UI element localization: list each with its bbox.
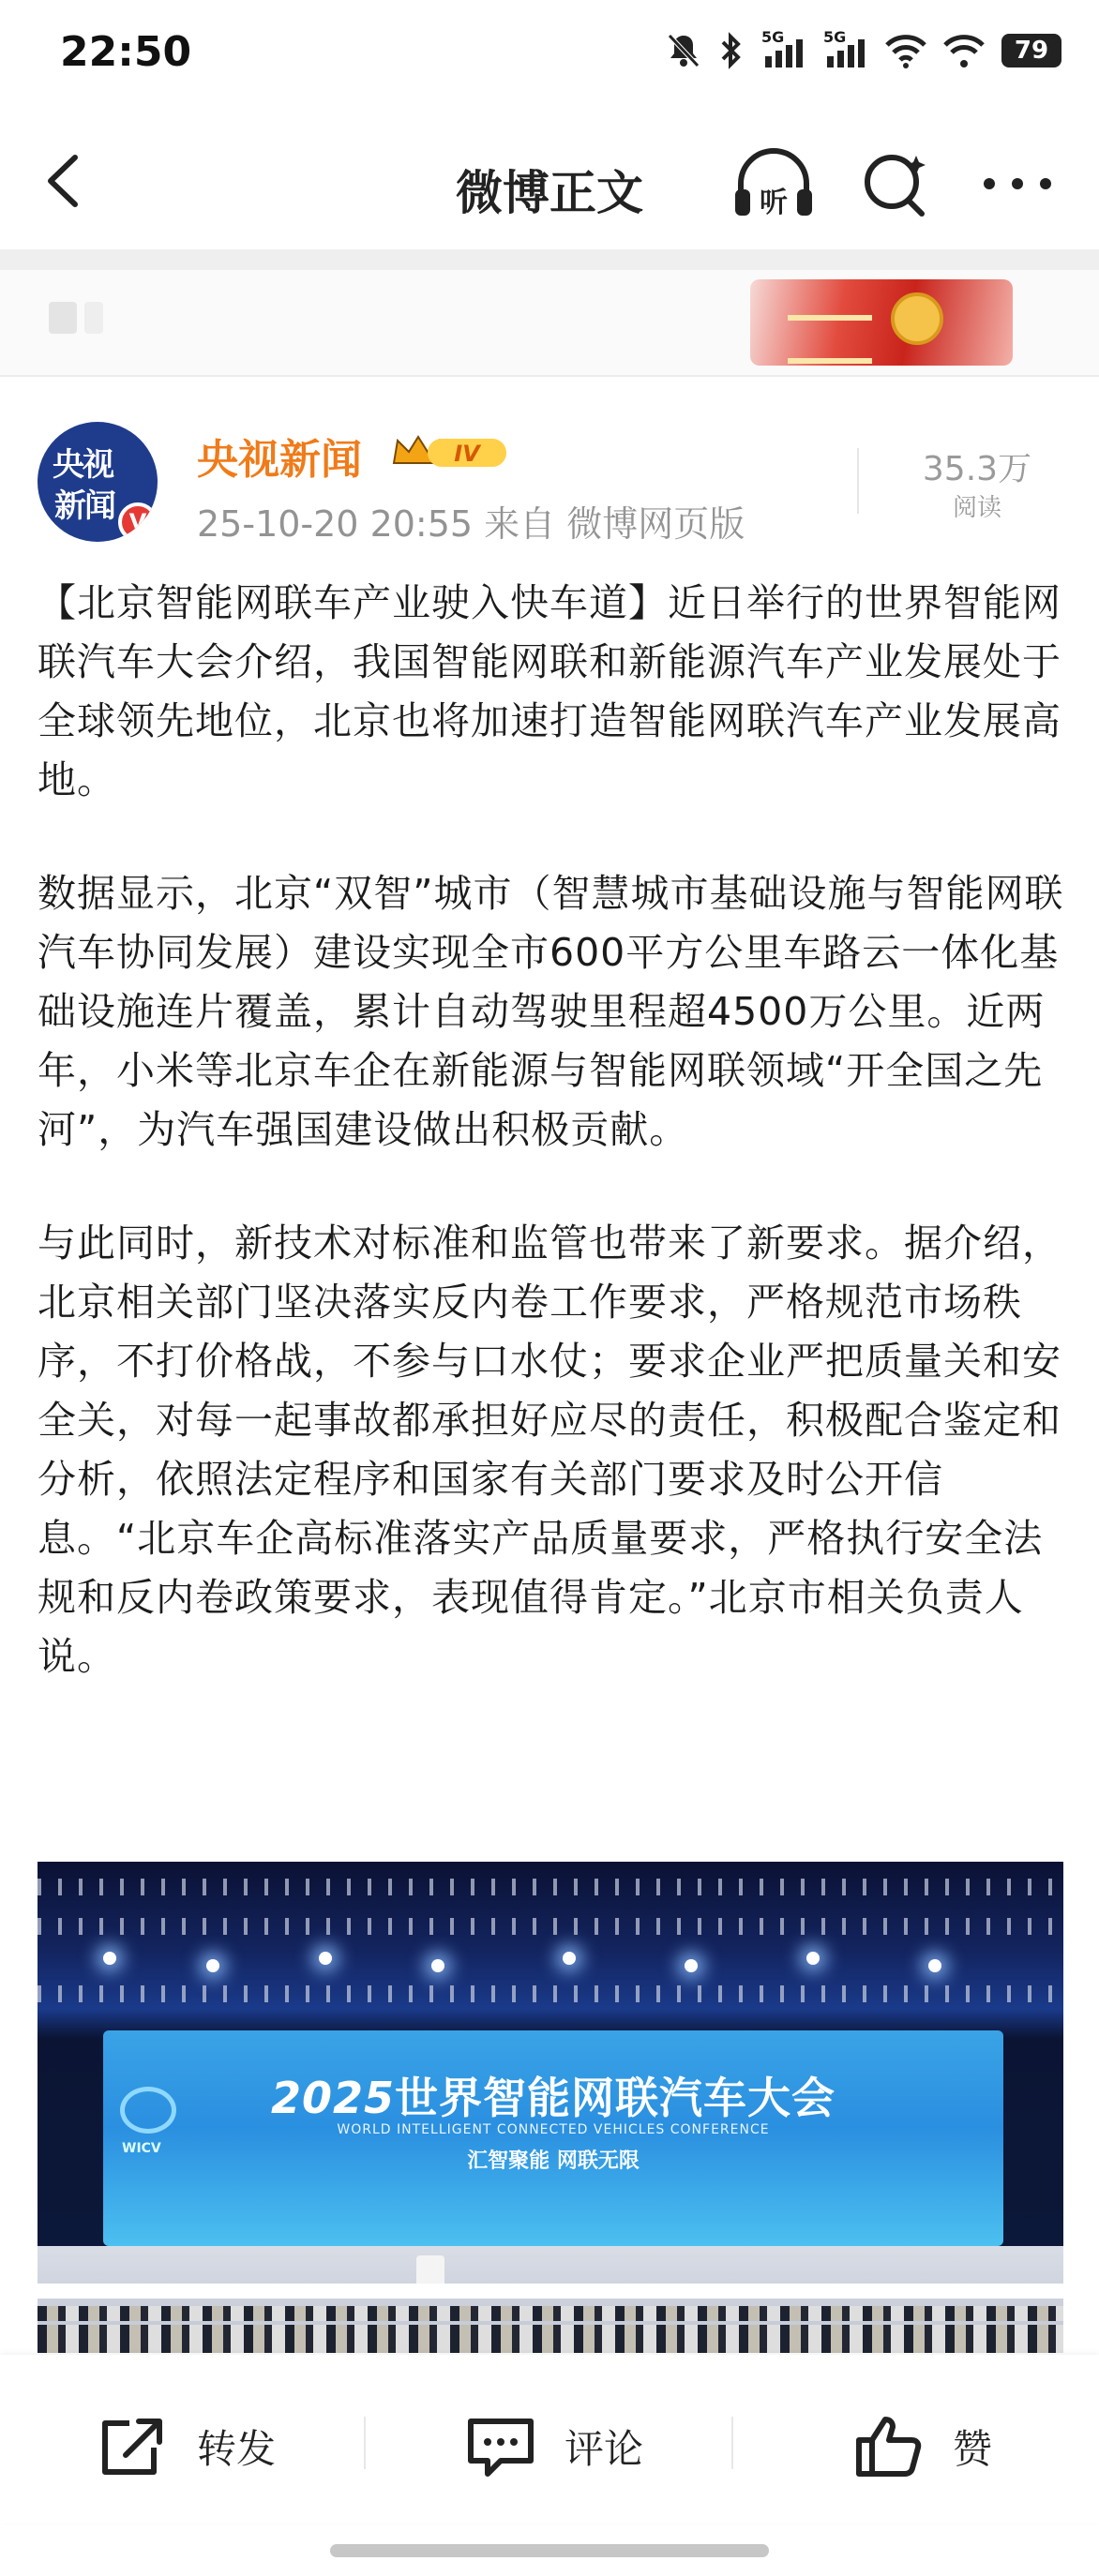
back-button[interactable] <box>34 148 99 214</box>
action-divider <box>731 2417 733 2469</box>
national-emblem-icon <box>891 292 943 345</box>
stage-light <box>431 1959 444 1972</box>
wifi-icon <box>885 32 926 69</box>
nav-bar <box>0 112 1099 253</box>
listen-label: 听 <box>760 187 788 219</box>
more-button[interactable] <box>975 146 1060 221</box>
page-title: 微博正文 <box>456 166 643 220</box>
level-label: IV <box>454 441 480 467</box>
search-button[interactable] <box>858 146 933 221</box>
stage-light <box>563 1952 576 1965</box>
verified-badge-icon: V <box>118 502 158 542</box>
repost-label: 转发 <box>197 2426 277 2472</box>
stage-light <box>928 1959 941 1972</box>
stage-light <box>806 1952 820 1965</box>
banner-image <box>750 279 1013 366</box>
avatar-text-bottom: 新闻 <box>54 487 114 525</box>
read-count-label: 阅读 <box>952 494 1001 522</box>
stage-light <box>685 1959 698 1972</box>
share-icon <box>98 2414 169 2479</box>
home-indicator[interactable] <box>330 2544 769 2557</box>
listen-button[interactable] <box>731 146 816 221</box>
avatar[interactable] <box>38 422 158 542</box>
stage-light <box>103 1952 116 1965</box>
comment-icon <box>465 2414 536 2479</box>
search-icon <box>858 146 933 221</box>
post-paragraph-1: 【北京智能网联车产业驶入快车道】近日举行的世界智能网联汽车大会介绍，我国智能网联和新能源汽车产业发展处于全球领先地位，北京也将加速打造智能网联汽车产业发展高地。 <box>38 580 1061 802</box>
post-header <box>0 375 1099 544</box>
wifi-icon-2 <box>943 32 985 69</box>
like-label: 赞 <box>953 2426 993 2472</box>
status-time: 22:50 <box>60 28 192 76</box>
stage-light <box>319 1952 332 1965</box>
post-body <box>38 574 1069 1741</box>
author-name[interactable]: 央视新闻 <box>197 436 362 484</box>
status-icons <box>666 28 1061 69</box>
banner-placeholder <box>49 302 77 334</box>
mute-bell-icon <box>666 32 701 69</box>
wicv-logo-text: WICV <box>122 2141 161 2156</box>
avatar-text-top: 央视 <box>53 446 113 484</box>
top-banner[interactable] <box>0 270 1099 377</box>
bottom-action-bar <box>0 2355 1099 2524</box>
vip-level-badge <box>390 429 512 472</box>
signal-5g-icon-1: 5G <box>761 32 806 69</box>
stage-truss <box>38 1879 1063 1895</box>
audience-row <box>38 2340 1063 2353</box>
read-divider <box>857 448 859 514</box>
battery-indicator: 79 <box>1001 34 1061 67</box>
crown-icon <box>390 429 512 472</box>
conference-slogan: 汇智聚能 网联无限 <box>467 2149 640 2173</box>
audience-row <box>38 2306 1063 2321</box>
post-meta: 25-10-20 20:55 来自 微博网页版 <box>197 503 745 545</box>
conference-name: 世界智能网联汽车大会 <box>395 2073 836 2123</box>
read-count-number: 35.3万 <box>922 450 1032 488</box>
conference-screen <box>103 2030 1003 2246</box>
read-count <box>911 442 1043 523</box>
comment-button[interactable] <box>465 2409 643 2484</box>
front-table <box>38 2284 1063 2299</box>
conference-year: 2025 <box>270 2073 396 2123</box>
action-divider <box>364 2417 366 2469</box>
repost-button[interactable] <box>98 2409 276 2484</box>
thumbs-up-icon <box>853 2414 925 2479</box>
audience-row <box>38 2325 1063 2340</box>
stage-truss <box>38 1918 1063 1935</box>
stage-truss <box>38 1985 1063 2002</box>
more-dots-icon <box>975 146 1060 221</box>
banner-placeholder-2 <box>84 302 103 334</box>
signal-5g-icon-2: 5G <box>823 32 868 69</box>
post-paragraph-3: 与此同时，新技术对标准和监管也带来了新要求。据介绍，北京相关部门坚决落实反内卷工作要求，严格规范市场秩序，不打价格战，不参与口水仗；要求企业严把质量关和安全关，对每一起事故都承担好应尽的责任，积极配合鉴定和分析，依照法定程序和国家有关部门要求及时公开信息。“北京车企高标准落实产品质量要求，严格执行安全法规和反内卷政策要求，表现值得肯定。”北京市相关负责人说。 <box>38 1221 1061 1679</box>
conference-headline <box>103 2064 1003 2126</box>
conference-english-name: WORLD INTELLIGENT CONNECTED VEHICLES CONFERENCE <box>337 2122 770 2137</box>
section-divider <box>0 249 1099 270</box>
headphones-icon <box>731 146 816 221</box>
post-paragraph-2: 数据显示，北京“双智”城市（智慧城市基础设施与智能网联汽车协同发展）建设实现全市600平方公里车路云一体化基础设施连片覆盖，累计自动驾驶里程超4500万公里。近两年，小米等北京车企在新能源与智能网联领域“开全国之先河”，为汽车强国建设做出积极贡献。 <box>38 871 1064 1152</box>
status-bar <box>0 0 1099 112</box>
bluetooth-icon <box>718 32 745 69</box>
stage-light <box>206 1959 219 1972</box>
conference-stage <box>38 2246 1063 2353</box>
tiananmen-gate-shape <box>788 315 872 364</box>
chevron-left-icon <box>34 148 99 214</box>
comment-label: 评论 <box>565 2426 644 2472</box>
post-image[interactable] <box>38 1862 1063 2353</box>
like-button[interactable] <box>853 2409 992 2484</box>
